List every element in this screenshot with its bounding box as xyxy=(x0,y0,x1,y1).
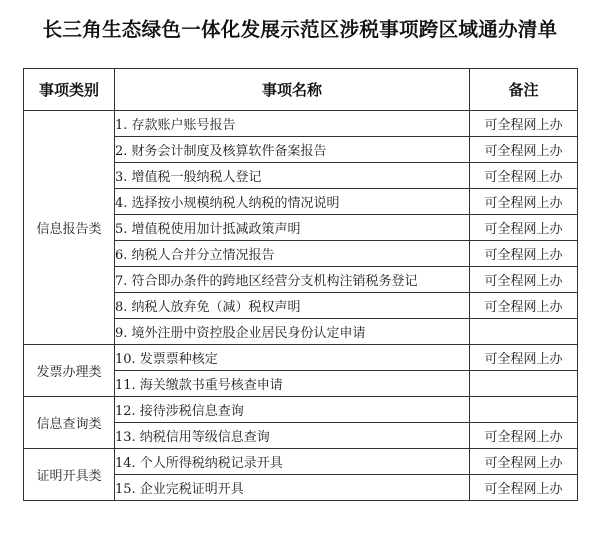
item-name: 11. 海关缴款书重号核查申请 xyxy=(115,371,470,397)
item-name: 5. 增值税使用加计抵减政策声明 xyxy=(115,215,470,241)
table-row xyxy=(24,397,578,423)
item-note: 可全程网上办 xyxy=(470,293,578,319)
header-category: 事项类别 xyxy=(24,69,115,111)
category-cell-invoice: 发票办理类 xyxy=(24,345,115,397)
item-name: 13. 纳税信用等级信息查询 xyxy=(115,423,470,449)
document-title: 长三角生态绿色一体化发展示范区涉税事项跨区域通办清单 xyxy=(42,18,558,41)
item-note: 可全程网上办 xyxy=(470,423,578,449)
item-name: 7. 符合即办条件的跨地区经营分支机构注销税务登记 xyxy=(115,267,470,293)
item-name: 9. 境外注册中资控股企业居民身份认定申请 xyxy=(115,319,470,345)
category-cell-info-report: 信息报告类 xyxy=(24,111,115,345)
table-row xyxy=(24,345,578,371)
header-name: 事项名称 xyxy=(115,69,470,111)
table-header-row xyxy=(24,69,578,111)
item-note: 可全程网上办 xyxy=(470,241,578,267)
header-note: 备注 xyxy=(470,69,578,111)
item-note: 可全程网上办 xyxy=(470,111,578,137)
table-row xyxy=(24,449,578,475)
item-name: 6. 纳税人合并分立情况报告 xyxy=(115,241,470,267)
item-note: 可全程网上办 xyxy=(470,163,578,189)
item-note: 可全程网上办 xyxy=(470,345,578,371)
item-note: 可全程网上办 xyxy=(470,267,578,293)
category-cell-certificate: 证明开具类 xyxy=(24,449,115,501)
item-name: 15. 企业完税证明开具 xyxy=(115,475,470,501)
table-row xyxy=(24,111,578,137)
item-name: 12. 接待涉税信息查询 xyxy=(115,397,470,423)
item-note xyxy=(470,397,578,423)
item-name: 14. 个人所得税纳税记录开具 xyxy=(115,449,470,475)
item-note: 可全程网上办 xyxy=(470,215,578,241)
matters-table xyxy=(23,68,578,501)
item-note: 可全程网上办 xyxy=(470,189,578,215)
item-name: 2. 财务会计制度及核算软件备案报告 xyxy=(115,137,470,163)
category-cell-info-query: 信息查询类 xyxy=(24,397,115,449)
item-name: 10. 发票票种核定 xyxy=(115,345,470,371)
item-note: 可全程网上办 xyxy=(470,449,578,475)
item-name: 1. 存款账户账号报告 xyxy=(115,111,470,137)
item-note xyxy=(470,319,578,345)
item-note xyxy=(470,371,578,397)
table-body xyxy=(24,111,578,501)
item-note: 可全程网上办 xyxy=(470,475,578,501)
item-name: 4. 选择按小规模纳税人纳税的情况说明 xyxy=(115,189,470,215)
item-name: 3. 增值税一般纳税人登记 xyxy=(115,163,470,189)
item-note: 可全程网上办 xyxy=(470,137,578,163)
item-name: 8. 纳税人放弃免（减）税权声明 xyxy=(115,293,470,319)
